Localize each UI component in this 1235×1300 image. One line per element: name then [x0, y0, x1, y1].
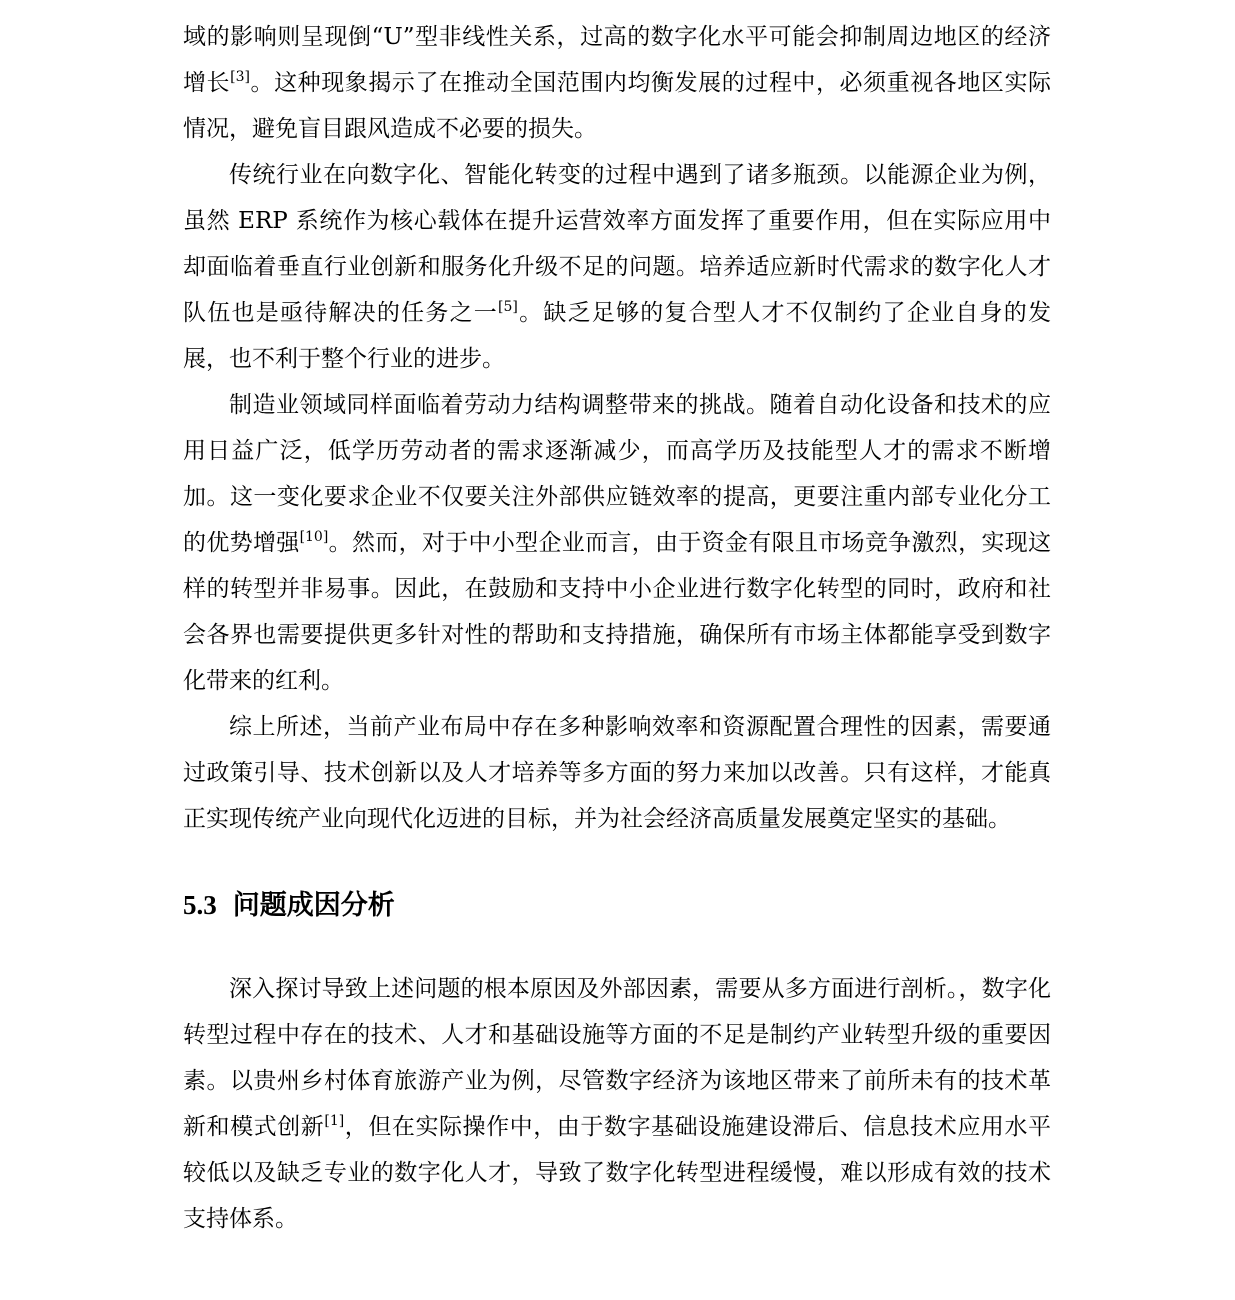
document-page: [183, 14, 1051, 1242]
paragraph-text: 域的影响则呈现倒“U”型非线性关系，过高的数字化水平可能会抑制周边地区的经济增长: [183, 24, 1051, 96]
paragraph-5: [183, 966, 1051, 1242]
citation-ref: [3]: [230, 69, 250, 85]
paragraph-text: 。缺乏足够的复合型人才不仅制约了企业自身的发展，也不利于整个行业的进步。: [183, 300, 1052, 372]
paragraph-text: 综上所述，当前产业布局中存在多种影响效率和资源配置合理性的因素，需要通过政策引导、技术创新以及人才培养等多方面的努力来加以改善。只有这样，才能真正实现传统产业向现代化迈进的目标，并为社会经济高质量发展奠定坚实的基础。: [183, 714, 1051, 832]
paragraph-text: 深入探讨导致上述问题的根本原因及外部因素，需要从多方面进行剖析。，数字化转型过程中存在的技术、人才和基础设施等方面的不足是制约产业转型升级的重要因素。以贵州乡村体育旅游产业为例，尽管数字经济为该地区带来了前所未有的技术革新和模式创新: [183, 976, 1051, 1140]
section-body: [183, 966, 1051, 1242]
citation-ref: [1]: [324, 1113, 345, 1129]
paragraph-text: 。这种现象揭示了在推动全国范围内均衡发展的过程中，必须重视各地区实际情况，避免盲目跟风造成不必要的损失。: [183, 70, 1052, 142]
citation-ref: [5]: [498, 299, 518, 315]
section-title: 问题成因分析: [232, 890, 395, 921]
citation-ref: [10]: [299, 529, 329, 545]
paragraph-text: 传统行业在向数字化、智能化转变的过程中遇到了诸多瓶颈。以能源企业为例，虽然 ERP 系统作为核心载体在提升运营效率方面发挥了重要作用，但在实际应用中却面临着垂直行业创新和服务化升级不足的问题。培养适应新时代需求的数字化人才队伍也是亟待解决的任务之一: [183, 162, 1051, 326]
section-heading: [183, 885, 1051, 926]
paragraph-1: [183, 14, 1051, 152]
paragraph-text: ，但在实际操作中，由于数字基础设施建设滞后、信息技术应用水平较低以及缺乏专业的数字化人才，导致了数字化转型进程缓慢，难以形成有效的技术支持体系。: [183, 1114, 1051, 1232]
section-number: 5.3: [183, 890, 217, 920]
paragraph-text: 制造业领域同样面临着劳动力结构调整带来的挑战。随着自动化设备和技术的应用日益广泛，低学历劳动者的需求逐渐减少，而高学历及技能型人才的需求不断增加。这一变化要求企业不仅要关注外部供应链效率的提高，更要注重内部专业化分工的优势增强: [183, 392, 1051, 556]
paragraph-text: 。然而，对于中小型企业而言，由于资金有限且市场竞争激烈，实现这样的转型并非易事。因此，在鼓励和支持中小企业进行数字化转型的同时，政府和社会各界也需要提供更多针对性的帮助和支持措施，确保所有市场主体都能享受到数字化带来的红利。: [183, 530, 1051, 694]
paragraph-4: [183, 704, 1051, 842]
paragraph-3: [183, 382, 1051, 704]
paragraph-2: [183, 152, 1051, 382]
body-text-block: [183, 14, 1051, 842]
